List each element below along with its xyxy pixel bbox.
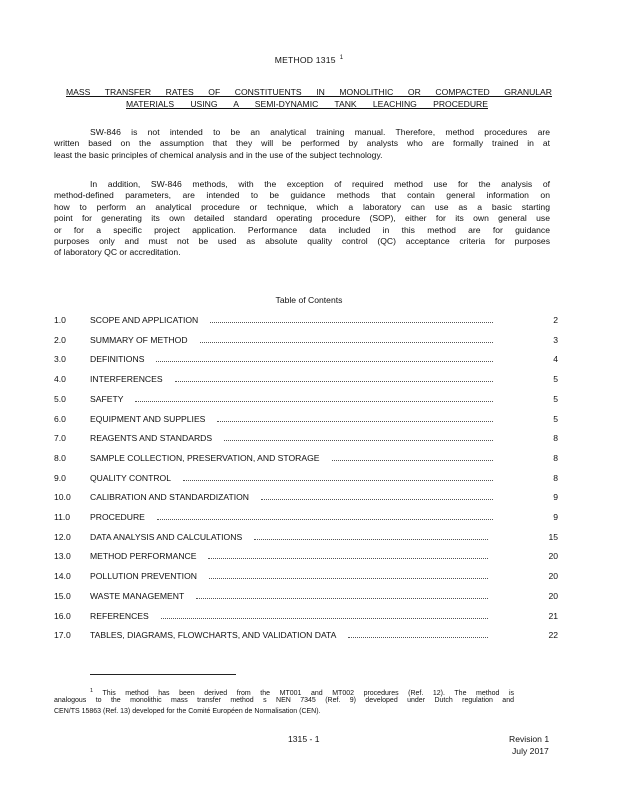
toc-leader-dots [217,421,493,422]
paragraph-line: SW-846 is not intended to be an analytical training manual. Therefore, method procedures are [90,127,550,137]
paragraph-line: purposes only and must not be used as absolute quality control (QC) acceptance criteria for purposes [54,235,550,246]
paragraph-line: least the basic principles of chemical analysis and in the use of the subject technology. [54,149,383,160]
document-title-line-2: MATERIALS USING A SEMI-DYNAMIC TANK LEACHING PROCEDURE [126,99,488,109]
toc-entry-title: TABLES, DIAGRAMS, FLOWCHARTS, AND VALIDATION DATA [90,630,337,641]
toc-entry-title: DATA ANALYSIS AND CALCULATIONS [90,531,243,542]
toc-entry-page: 8 [553,433,558,444]
toc-leader-dots [156,361,493,362]
toc-entry-number: 3.0 [54,354,66,365]
toc-entry-number: 5.0 [54,393,66,404]
toc-leader-dots [224,440,493,441]
toc-entry-number: 9.0 [54,472,66,483]
toc-entry-number: 2.0 [54,334,66,345]
toc-entry[interactable] [54,492,558,504]
toc-entry-page: 9 [553,492,558,503]
toc-entry-title: WASTE MANAGEMENT [90,590,185,601]
toc-leader-dots [200,342,493,343]
toc-entry-page: 22 [548,630,558,641]
toc-entry[interactable] [54,335,558,347]
toc-entry-title: SUMMARY OF METHOD [90,334,188,345]
toc-entry-number: 6.0 [54,413,66,424]
toc-entry-number: 13.0 [54,551,71,562]
toc-entry-title: SAFETY [90,393,124,404]
toc-leader-dots [348,637,488,638]
toc-leader-dots [183,480,493,481]
toc-entry-page: 5 [553,413,558,424]
toc-entry-title: CALIBRATION AND STANDARDIZATION [90,492,249,503]
toc-entry-page: 8 [553,472,558,483]
paragraph-line: how to perform an analytical procedure or technique, which a laboratory can use as a basic starting [54,201,550,212]
toc-leader-dots [161,618,488,619]
toc-entry[interactable] [54,630,558,642]
toc-entry-page: 9 [553,512,558,522]
intro-paragraph-2 [54,179,550,259]
toc-entry-title: SAMPLE COLLECTION, PRESERVATION, AND STORAGE [90,452,320,463]
toc-entry-number: 8.0 [54,452,66,463]
toc-leader-dots [135,401,493,402]
toc-entry[interactable] [54,453,558,465]
toc-entry-page: 4 [553,354,558,365]
toc-leader-dots [196,598,488,599]
toc-entry-number: 4.0 [54,374,66,385]
toc-entry-page: 8 [553,452,558,463]
toc-entry-page: 2 [553,315,558,325]
paragraph-line: or for a specific project application. Performance data included in this method are for guidance [54,224,550,235]
toc-entry[interactable] [54,394,558,406]
toc-entry[interactable] [54,512,558,524]
toc-entry-number: 16.0 [54,610,71,621]
toc-heading: Table of Contents [275,295,343,305]
footnote-marker: 1 [90,688,94,694]
method-title: METHOD 1315 $^1$ [274,55,344,65]
toc-entry[interactable] [54,374,558,386]
toc-entry[interactable] [54,591,558,603]
footnote [54,686,514,717]
toc-leader-dots [175,381,493,382]
page-number: 1315 - 1 [288,734,320,744]
toc-entry-title: PROCEDURE [90,512,145,522]
toc-entry-page: 20 [548,551,558,562]
toc-entry-number: 15.0 [54,590,71,601]
toc-entry-title: POLLUTION PREVENTION [90,571,197,582]
toc-entry-title: REFERENCES [90,610,149,621]
toc-entry-page: 15 [548,531,558,542]
toc-leader-dots [254,539,488,540]
toc-entry[interactable] [54,315,558,327]
paragraph-line: method-defined parameters, are intended to be guidance methods that contain general information on [54,190,550,201]
toc-entry[interactable] [54,433,558,445]
toc-leader-dots [209,578,488,579]
toc-leader-dots [157,519,493,520]
toc-entry-number: 12.0 [54,531,71,542]
toc-entry-page: 20 [548,571,558,582]
footnote-marker: 1 [339,55,344,61]
toc-leader-dots [210,322,493,323]
toc-entry-page: 3 [553,334,558,345]
paragraph-line: point for generating its own detailed standard operating procedure (SOP), either for its own general use [54,213,550,224]
toc-entry-page: 5 [553,393,558,404]
toc-entry-number: 1.0 [54,315,66,325]
paragraph-line: In addition, SW-846 methods, with the exception of required method use for the analysis of [90,179,550,189]
toc-entry-title: REAGENTS AND STANDARDS [90,433,213,444]
toc-entry-title: SCOPE AND APPLICATION [90,315,199,325]
revision-date: July 2017 [512,746,549,756]
revision-label: Revision 1 [509,734,550,744]
footnote-line: $^1$ This method has been derived from the MT001 and MT002 procedures (Ref. 12). The method is [90,688,514,697]
intro-paragraph-1 [54,127,550,161]
toc-leader-dots [261,499,493,500]
toc-entry-title: QUALITY CONTROL [90,472,172,483]
toc-entry-number: 10.0 [54,492,71,503]
toc-entry-number: 7.0 [54,433,66,444]
toc-entry-page: 21 [548,610,558,621]
toc-entry-title: EQUIPMENT AND SUPPLIES [90,413,206,424]
footnote-line: CEN/TS 15863 (Ref. 13) developed for the Comité Européen de Normalisation (CEN). [54,707,321,715]
toc-entry-number: 17.0 [54,630,71,641]
footnote-divider [90,674,236,675]
toc-entry[interactable] [54,354,558,366]
toc-entry[interactable] [54,414,558,426]
toc-leader-dots [208,558,488,559]
toc-entry[interactable] [54,473,558,485]
toc-entry-page: 20 [548,590,558,601]
toc-entry[interactable] [54,571,558,583]
toc-entry[interactable] [54,532,558,544]
toc-entry-number: 14.0 [54,571,71,582]
toc-entry-title: METHOD PERFORMANCE [90,551,197,562]
paragraph-line: of laboratory QC or accreditation. [54,247,181,258]
toc-entry-title: INTERFERENCES [90,374,163,385]
footnote-line: analogous to the monolithic mass transfer method s NEN 7345 (Ref. 9) developed under Dutch regulation and [54,697,514,705]
toc-entry-title: DEFINITIONS [90,354,145,365]
paragraph-line: written based on the assumption that they will be performed by analysts who are formally trained in at [54,138,550,149]
toc-entry-page: 5 [553,374,558,385]
toc-entry-number: 11.0 [54,512,71,522]
toc-entry[interactable] [54,611,558,623]
toc-leader-dots [332,460,493,461]
document-title-line-1: MASS TRANSFER RATES OF CONSTITUENTS IN MONOLITHIC OR COMPACTED GRANULAR [66,87,552,97]
toc-entry[interactable] [54,551,558,563]
